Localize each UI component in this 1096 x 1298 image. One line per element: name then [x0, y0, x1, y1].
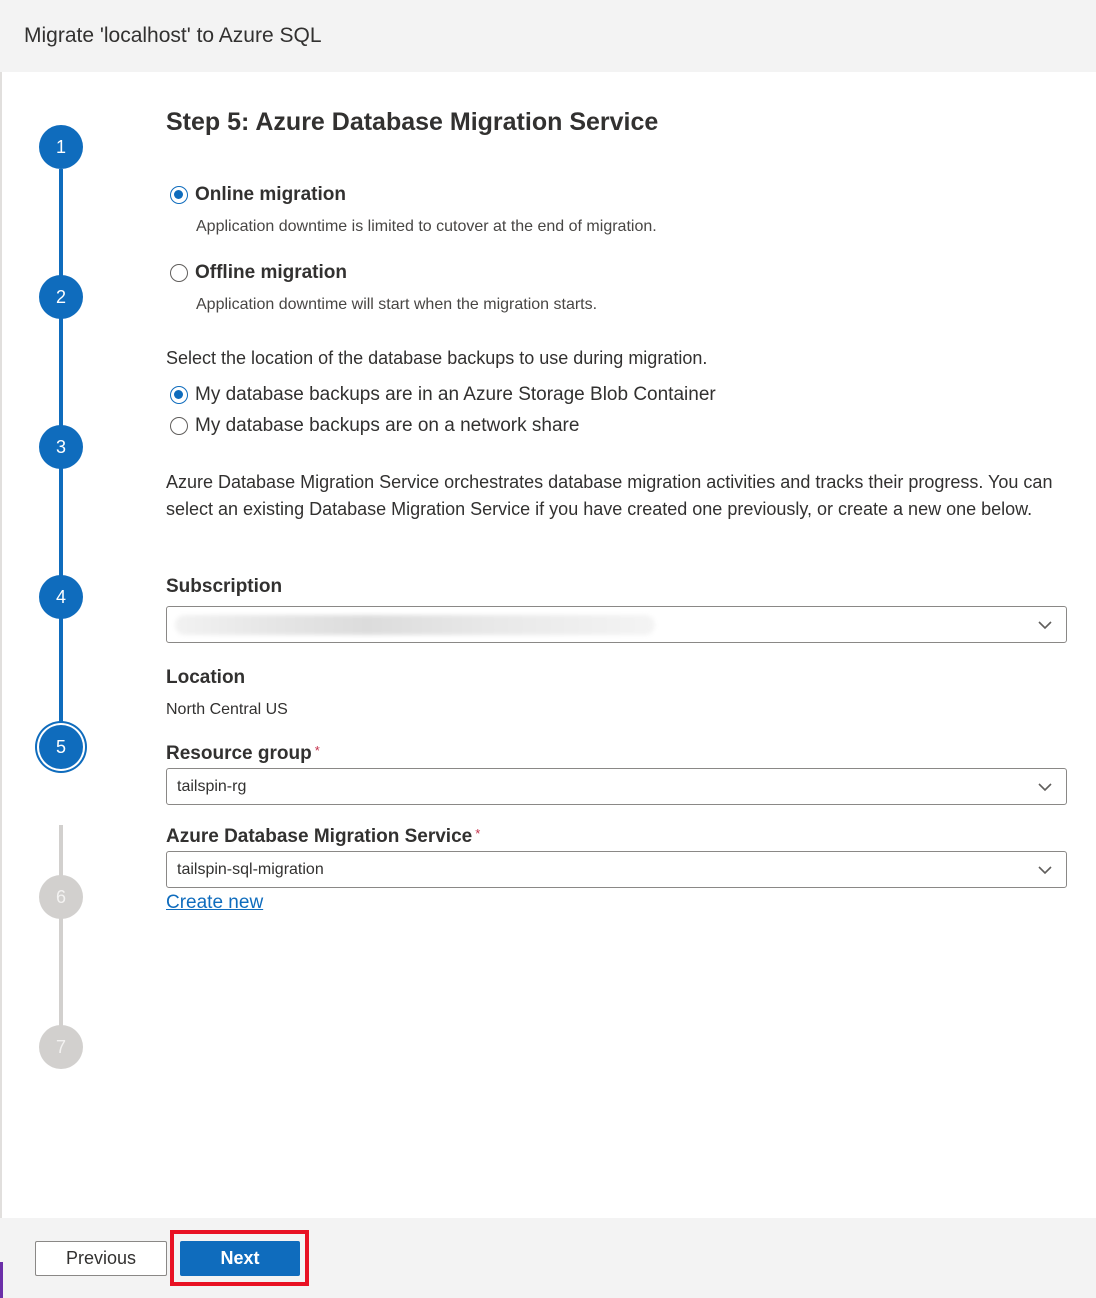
subscription-value-redacted	[175, 615, 655, 635]
dms-dropdown[interactable]	[166, 851, 1067, 888]
backup-blob-container-radio[interactable]	[170, 384, 716, 406]
dms-description: Azure Database Migration Service orchestrates database migration activities and tracks their progress. You can select an existing Database Migration Service if you have created one previously, or create a new one below.	[166, 472, 1053, 519]
dms-value: tailspin-sql-migration	[177, 860, 324, 878]
online-migration-radio[interactable]	[170, 184, 346, 206]
page-title: Step 5: Azure Database Migration Service	[166, 108, 659, 136]
required-indicator: *	[475, 826, 481, 841]
step-5-current[interactable]: 5	[39, 725, 83, 769]
step-4[interactable]: 4	[39, 575, 83, 619]
radio-selected-icon[interactable]	[170, 386, 188, 404]
step-6: 6	[39, 875, 83, 919]
dms-label-text: Azure Database Migration Service	[166, 826, 473, 847]
title-bar	[0, 0, 1096, 72]
chevron-down-icon	[1036, 616, 1054, 634]
radio-unselected-icon[interactable]	[170, 264, 188, 282]
online-migration-description: Application downtime is limited to cutover at the end of migration.	[196, 218, 657, 235]
resource-group-label	[166, 743, 320, 765]
online-migration-label: Online migration	[195, 184, 346, 205]
step-1[interactable]: 1	[39, 125, 83, 169]
resource-group-value: tailspin-rg	[177, 777, 247, 795]
step-3[interactable]: 3	[39, 425, 83, 469]
next-button[interactable]: Next	[180, 1241, 300, 1276]
backup-network-share-label: My database backups are on a network share	[195, 415, 580, 436]
stepper-line-pending	[59, 825, 63, 1045]
offline-migration-description: Application downtime will start when the migration starts.	[196, 296, 598, 313]
chevron-down-icon	[1036, 861, 1054, 879]
window-edge-accent	[0, 1262, 3, 1298]
offline-migration-radio[interactable]	[170, 262, 347, 284]
radio-unselected-icon[interactable]	[170, 417, 188, 435]
stepper	[0, 72, 140, 1218]
backup-network-share-radio[interactable]	[170, 415, 579, 437]
dms-label	[166, 826, 480, 848]
location-label: Location	[166, 667, 246, 688]
subscription-dropdown[interactable]	[166, 606, 1067, 643]
create-new-link[interactable]: Create new	[166, 892, 264, 913]
backup-blob-container-label: My database backups are in an Azure Storage Blob Container	[195, 384, 716, 405]
location-value: North Central US	[166, 701, 288, 718]
backup-location-prompt: Select the location of the database backups to use during migration.	[166, 348, 708, 368]
window-title: Migrate 'localhost' to Azure SQL	[24, 24, 322, 47]
offline-migration-label: Offline migration	[195, 262, 347, 283]
radio-selected-icon[interactable]	[170, 186, 188, 204]
subscription-label: Subscription	[166, 576, 283, 597]
chevron-down-icon	[1036, 778, 1054, 796]
previous-button[interactable]: Previous	[35, 1241, 167, 1276]
step-2[interactable]: 2	[39, 275, 83, 319]
required-indicator: *	[314, 743, 320, 758]
resource-group-label-text: Resource group	[166, 743, 312, 764]
footer	[0, 1218, 1096, 1298]
resource-group-dropdown[interactable]	[166, 768, 1067, 805]
step-7: 7	[39, 1025, 83, 1069]
